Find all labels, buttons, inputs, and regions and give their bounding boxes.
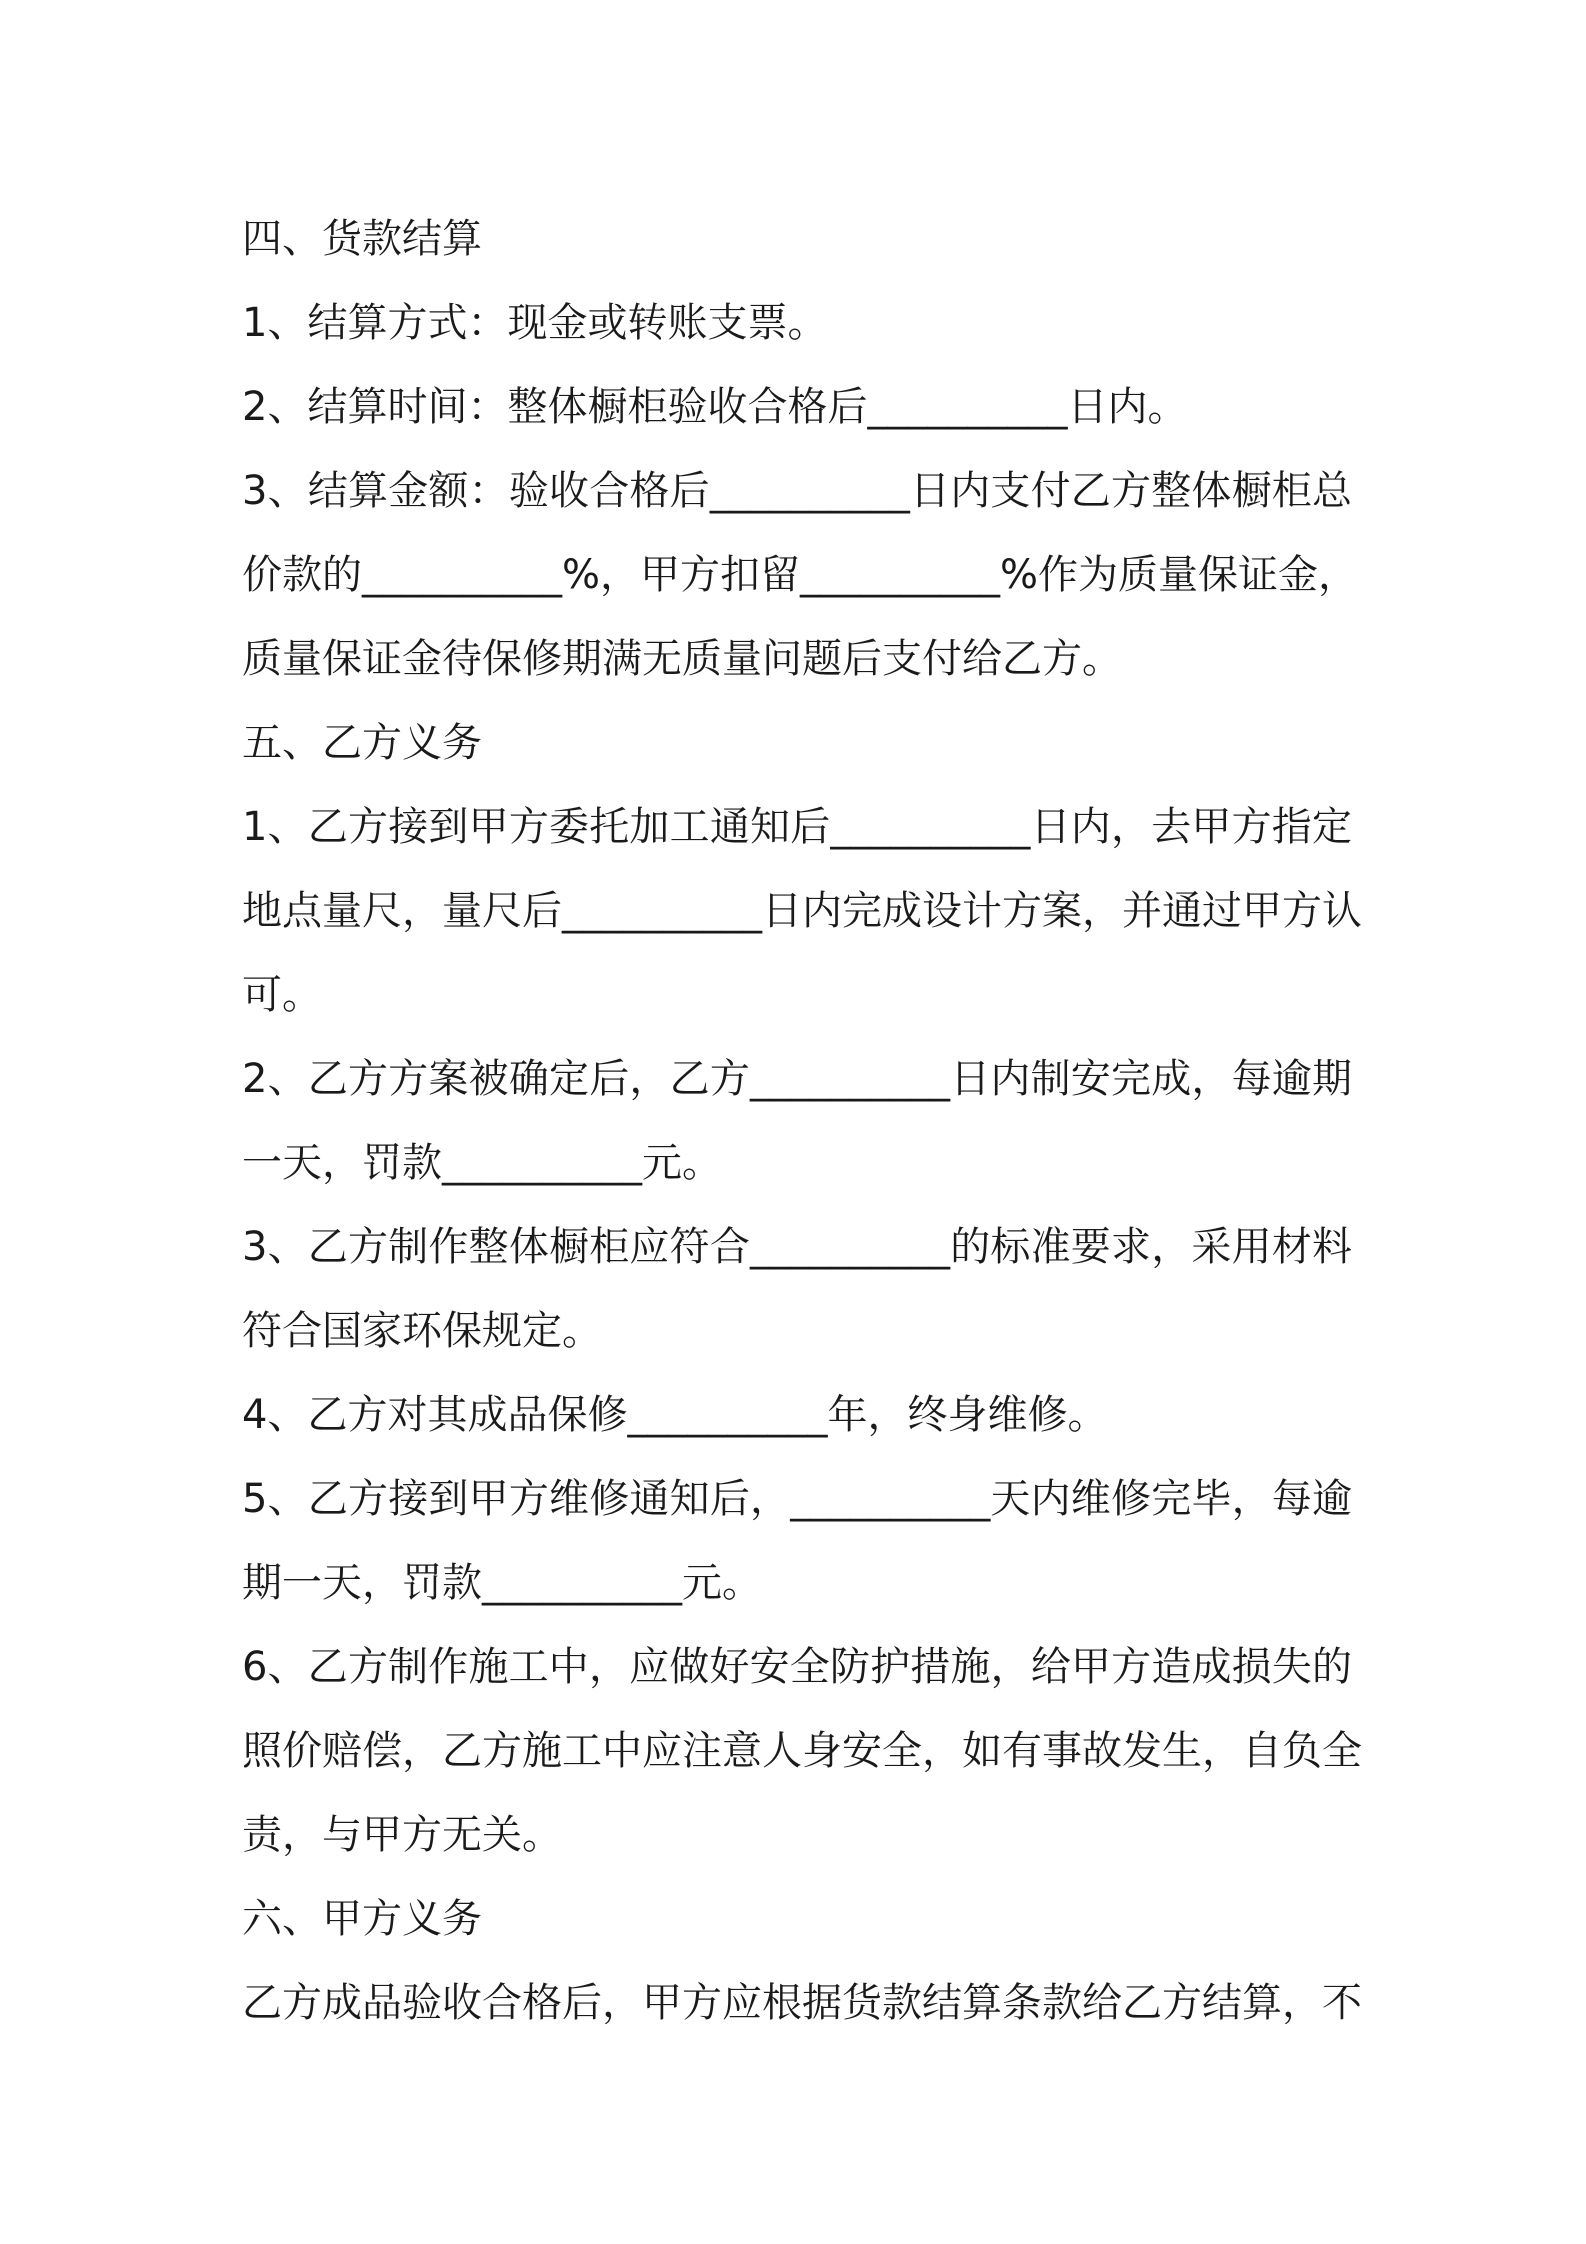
clause-b3-line-1: 3、乙方制作整体橱柜应符合__________的标准要求，采用材料 bbox=[242, 1224, 1352, 1270]
clause-a-line-1: 乙方成品验收合格后，甲方应根据货款结算条款给乙方结算，不 bbox=[242, 1980, 1362, 2026]
document-body bbox=[242, 197, 1362, 2045]
clause-b4: 4、乙方对其成品保修__________年，终身维修。 bbox=[242, 1392, 1108, 1438]
clause-payment-amount-line-3: 质量保证金待保修期满无质量问题后支付给乙方。 bbox=[242, 636, 1122, 682]
section-heading-party-b: 五、乙方义务 bbox=[242, 720, 482, 766]
clause-b6-line-3: 责，与甲方无关。 bbox=[242, 1812, 562, 1858]
clause-b3-line-2: 符合国家环保规定。 bbox=[242, 1308, 602, 1354]
clause-b6-line-2: 照价赔偿，乙方施工中应注意人身安全，如有事故发生，自负全 bbox=[242, 1728, 1362, 1774]
clause-payment-amount-line-2: 价款的__________%，甲方扣留__________%作为质量保证金， bbox=[242, 552, 1359, 598]
clause-b2-line-2: 一天，罚款__________元。 bbox=[242, 1140, 722, 1186]
clause-b5-line-1: 5、乙方接到甲方维修通知后，__________天内维修完毕，每逾 bbox=[242, 1476, 1352, 1522]
clause-payment-method: 1、结算方式：现金或转账支票。 bbox=[242, 300, 828, 346]
clause-payment-amount-line-1: 3、结算金额：验收合格后__________日内支付乙方整体橱柜总 bbox=[242, 468, 1352, 514]
section-heading-payment: 四、货款结算 bbox=[242, 216, 482, 262]
clause-b6-line-1: 6、乙方制作施工中，应做好安全防护措施，给甲方造成损失的 bbox=[242, 1644, 1352, 1690]
section-heading-party-a: 六、甲方义务 bbox=[242, 1896, 482, 1942]
clause-payment-time: 2、结算时间：整体橱柜验收合格后__________日内。 bbox=[242, 384, 1188, 430]
clause-b1-line-2: 地点量尺，量尺后__________日内完成设计方案，并通过甲方认 bbox=[242, 888, 1362, 934]
clause-b2-line-1: 2、乙方方案被确定后，乙方__________日内制安完成，每逾期 bbox=[242, 1056, 1352, 1102]
clause-b1-line-1: 1、乙方接到甲方委托加工通知后__________日内，去甲方指定 bbox=[242, 804, 1352, 850]
clause-b1-line-3: 可。 bbox=[242, 972, 322, 1018]
clause-b5-line-2: 期一天，罚款__________元。 bbox=[242, 1560, 762, 1606]
